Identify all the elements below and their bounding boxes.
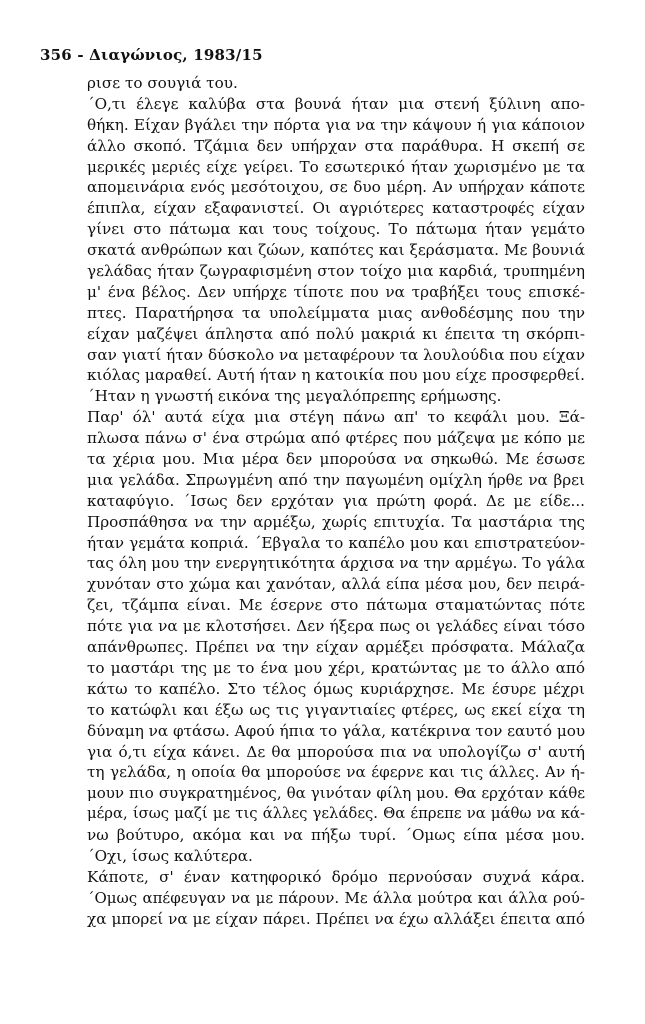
text-line: ζει, τζάμπα είναι. Με έσερνε στο πάτωμα σταματώντας πότε xyxy=(87,596,585,615)
text-line: θήκη. Είχαν βγάλει την πόρτα για να την κάψουν ή για κάποιον xyxy=(87,115,585,134)
text-line: έπιπλα, είχαν εξαφανιστεί. Οι αγριότερες καταστροφές είχαν xyxy=(87,199,585,218)
text-line: χα μπορεί να με είχαν πάρει. Πρέπει να έχω αλλάξει έπειτα από xyxy=(87,909,585,928)
text-line: ΄Ο,τι έλεγε καλύβα στα βουνά ήταν μια στενή ξύλινη απο- xyxy=(87,94,585,113)
text-line: πλωσα πάνω σ' ένα στρώμα από φτέρες που μάζεψα με κόπο με xyxy=(87,429,585,448)
text-line: χυνόταν στο χώμα και χανόταν, αλλά είπα μέσα μου, δεν πειρά- xyxy=(87,575,585,594)
text-line: τη γελάδα, η οποία θα μπορούσε να έφερνε και τις άλλες. Αν ή- xyxy=(87,763,585,782)
text-line: μερικές μεριές είχε γείρει. Το εσωτερικό ήταν χωρισμένο με τα xyxy=(87,157,585,176)
text-line: το κατώφλι και έξω ως τις γιγαντιαίες φτέρες, ως εκεί είχα τη xyxy=(87,700,585,719)
text-line: γελάδας ήταν ζωγραφισμένη στον τοίχο μια καρδιά, τρυπημένη xyxy=(87,262,585,281)
text-line: καταφύγιο. ΄Ισως δεν ερχόταν για πρώτη φορά. Δε με είδε... xyxy=(87,491,585,510)
text-line: μ' ένα βέλος. Δεν υπήρχε τίποτε που να τραβήξει τους επισκέ- xyxy=(87,282,585,301)
text-line: μουν πιο συγκρατημένος, θα γινόταν φίλη μου. Θα ερχόταν κάθε xyxy=(87,784,585,803)
text-line: ήταν γεμάτα κοπριά. ΄Εβγαλα το καπέλο μου και επιστρατεύον- xyxy=(87,533,585,552)
text-line: ΄Ηταν η γνωστή εικόνα της μεγαλόπρεπης ερήμωσης. xyxy=(87,387,502,406)
body-text xyxy=(87,73,585,930)
text-line: απομεινάρια ενός μεσότοιχου, σε δυο μέρη. Αν υπήρχαν κάποτε xyxy=(87,178,585,197)
page-header: 356 - Διαγώνιος, 1983/15 xyxy=(40,46,263,64)
text-line: κάτω το καπέλο. Στο τέλος όμως κυριάρχησε. Με έσυρε μέχρι xyxy=(87,679,585,698)
text-line: απάνθρωπες. Πρέπει να την είχαν αρμέξει πρόσφατα. Μάλαζα xyxy=(87,638,585,657)
text-line: ΄Ομως απέφευγαν να με πάρουν. Με άλλα μούτρα και άλλα ρού- xyxy=(87,888,585,907)
text-line: ρισε το σουγιά του. xyxy=(87,74,238,92)
text-line: Κάποτε, σ' έναν κατηφορικό δρόμο περνούσαν συχνά κάρα. xyxy=(87,867,585,886)
text-line: μέρα, ίσως μαζί με τις άλλες γελάδες. Θα έπρεπε να μάθω να κά- xyxy=(87,805,585,823)
text-line: το μαστάρι της με το ένα μου χέρι, κρατώντας με το άλλο από xyxy=(87,658,585,677)
text-line: νω βούτυρο, ακόμα και να πήξω τυρί. ΄Ομως είπα μέσα μου. xyxy=(87,826,585,845)
text-line: μια γελάδα. Σπρωγμένη από την παγωμένη ομίχλη ήρθε να βρει xyxy=(87,470,585,489)
text-line: άλλο σκοπό. Τζάμια δεν υπήρχαν στα παράθυρα. Η σκεπή σε xyxy=(87,136,585,155)
text-line: ΄Οχι, ίσως καλύτερα. xyxy=(87,846,253,865)
text-line: Προσπάθησα να την αρμέξω, χωρίς επιτυχία. Τα μαστάρια της xyxy=(87,512,585,531)
text-line: πτες. Παρατήρησα τα υπολείμματα μιας ανθοδέσμης που την xyxy=(87,303,585,322)
text-line: είχαν μαζέψει άπληστα από πολύ μακριά κι έπειτα τη σκόρπι- xyxy=(87,324,585,343)
text-line: τας όλη μου την ενεργητικότητα άρχισα να την αρμέγω. Το γάλα xyxy=(87,554,585,573)
text-line: σαν γιατί ήταν δύσκολο να μεταφέρουν τα λουλούδια που είχαν xyxy=(87,345,585,364)
text-line: πότε για να με κλοτσήσει. Δεν ήξερα πως οι γελάδες είναι τόσο xyxy=(87,617,585,636)
text-line: δύναμη να φτάσω. Αφού ήπια το γάλα, κατέκρινα τον εαυτό μου xyxy=(87,721,585,740)
text-line: για ό,τι είχα κάνει. Δε θα μπορούσα πια να υπολογίζω σ' αυτή xyxy=(87,742,585,761)
text-line: γίνει στο πάτωμα και τους τοίχους. Το πάτωμα ήταν γεμάτο xyxy=(87,220,585,239)
text-line: σκατά ανθρώπων και ζώων, καπότες και ξεράσματα. Με βουνιά xyxy=(87,241,585,260)
text-line: κιόλας μαραθεί. Αυτή ήταν η κατοικία που μου είχε προσφερθεί. xyxy=(87,366,585,385)
text-line: τα χέρια μου. Μια μέρα δεν μπορούσα να σηκωθώ. Με έσωσε xyxy=(87,450,585,469)
text-line: Παρ' όλ' αυτά είχα μια στέγη πάνω απ' το κεφάλι μου. Ξά- xyxy=(87,408,585,427)
